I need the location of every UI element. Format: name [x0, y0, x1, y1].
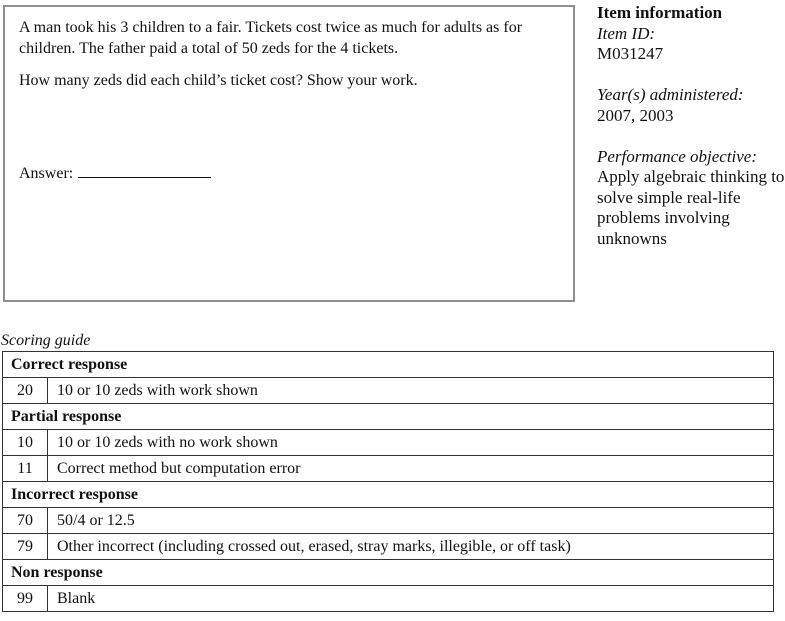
- scoring-guide-table: [2, 351, 774, 612]
- score-description: 10 or 10 zeds with no work shown: [48, 430, 774, 456]
- section-row: [3, 352, 774, 378]
- objective-label: Performance objective:: [597, 146, 758, 166]
- table-row: [3, 456, 774, 482]
- item-information-panel: [597, 3, 785, 249]
- item-box: [3, 5, 575, 302]
- item-id-label: Item ID:: [597, 23, 656, 43]
- table-row: [3, 378, 774, 404]
- item-stem: A man took his 3 children to a fair. Tickets cost twice as much for adults as for children. The father paid a total of 50 zeds for the 4 tickets.: [19, 19, 523, 57]
- score-code: 99: [3, 586, 48, 612]
- item-id-value: M031247: [597, 44, 664, 63]
- years-value: 2007, 2003: [597, 105, 674, 125]
- score-description: 50/4 or 12.5: [48, 508, 774, 534]
- section-title: Incorrect response: [3, 482, 774, 508]
- score-code: 20: [3, 378, 48, 404]
- score-code: 79: [3, 534, 48, 560]
- section-row: [3, 560, 774, 586]
- scoring-guide-caption: Scoring guide: [1, 332, 91, 349]
- section-title: Partial response: [3, 404, 774, 430]
- item-question: How many zeds did each child’s ticket cost? Show your work.: [19, 72, 418, 89]
- table-row: [3, 534, 774, 560]
- table-row: [3, 430, 774, 456]
- score-code: 11: [3, 456, 48, 482]
- score-description: Blank: [48, 586, 774, 612]
- section-row: [3, 404, 774, 430]
- table-row: [3, 586, 774, 612]
- answer-label: Answer:: [19, 165, 74, 182]
- objective-value: Apply algebraic thinking to solve simple real-life problems involving unknowns: [597, 167, 785, 248]
- score-description: Correct method but computation error: [48, 456, 774, 482]
- score-code: 10: [3, 430, 48, 456]
- info-title: Item information: [597, 3, 723, 22]
- answer-line: [19, 163, 211, 184]
- section-title: Correct response: [3, 352, 774, 378]
- score-description: 10 or 10 zeds with work shown: [48, 378, 774, 404]
- score-description: Other incorrect (including crossed out, erased, stray marks, illegible, or off task): [48, 534, 774, 560]
- section-row: [3, 482, 774, 508]
- table-row: [3, 508, 774, 534]
- section-title: Non response: [3, 560, 774, 586]
- years-label: Year(s) administered:: [597, 85, 744, 104]
- answer-blank: [78, 163, 211, 178]
- score-code: 70: [3, 508, 48, 534]
